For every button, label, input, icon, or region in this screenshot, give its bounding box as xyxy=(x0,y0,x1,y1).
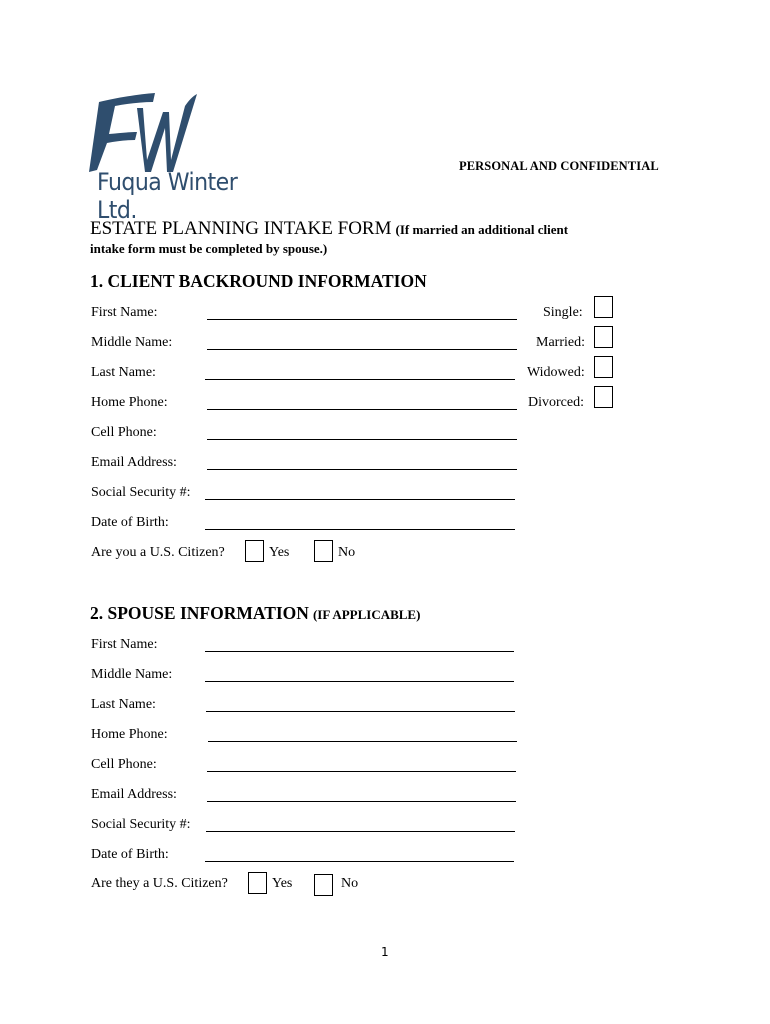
marital-single-label: Single: xyxy=(543,305,583,320)
client-ssn-field[interactable] xyxy=(205,499,515,500)
spouse-last-name-label: Last Name: xyxy=(91,697,156,712)
form-title-row xyxy=(90,218,568,240)
section2-heading-row xyxy=(90,603,420,624)
form-title-note: (If married an additional client xyxy=(395,222,569,237)
spouse-middle-name-label: Middle Name: xyxy=(91,667,173,682)
client-first-name-label: First Name: xyxy=(91,305,158,320)
page-number: 1 xyxy=(381,945,389,959)
spouse-ssn-field[interactable] xyxy=(206,831,515,832)
client-citizen-question: Are you a U.S. Citizen? xyxy=(91,545,225,560)
client-cell-phone-label: Cell Phone: xyxy=(91,425,157,440)
client-first-name-field[interactable] xyxy=(207,319,517,320)
client-dob-field[interactable] xyxy=(205,529,515,530)
spouse-email-label: Email Address: xyxy=(91,787,177,802)
client-cell-phone-field[interactable] xyxy=(207,439,517,440)
spouse-home-phone-label: Home Phone: xyxy=(91,727,168,742)
marital-married-label: Married: xyxy=(536,335,585,350)
spouse-citizen-question: Are they a U.S. Citizen? xyxy=(91,876,228,891)
spouse-middle-name-field[interactable] xyxy=(205,681,514,682)
client-citizen-no-label: No xyxy=(338,545,356,560)
client-home-phone-label: Home Phone: xyxy=(91,395,168,410)
spouse-dob-field[interactable] xyxy=(205,861,514,862)
spouse-cell-phone-field[interactable] xyxy=(207,771,516,772)
client-home-phone-field[interactable] xyxy=(207,409,517,410)
spouse-dob-label: Date of Birth: xyxy=(91,847,169,862)
confidential-label: PERSONAL AND CONFIDENTIAL xyxy=(459,159,659,173)
company-logo xyxy=(85,88,285,224)
marital-widowed-checkbox[interactable] xyxy=(594,356,613,378)
spouse-home-phone-field[interactable] xyxy=(208,741,517,742)
logo-text: Fuqua Winter Ltd. xyxy=(97,168,238,224)
spouse-first-name-field[interactable] xyxy=(205,651,514,652)
section2-heading-note: (IF APPLICABLE) xyxy=(312,607,421,622)
client-email-label: Email Address: xyxy=(91,455,177,470)
spouse-citizen-no-checkbox[interactable] xyxy=(314,874,333,896)
client-last-name-label: Last Name: xyxy=(91,365,156,380)
spouse-citizen-no-label: No xyxy=(341,876,359,891)
marital-divorced-label: Divorced: xyxy=(528,395,584,410)
marital-married-checkbox[interactable] xyxy=(594,326,613,348)
section1-heading: 1. CLIENT BACKROUND INFORMATION xyxy=(90,271,427,291)
client-citizen-no-checkbox[interactable] xyxy=(314,540,333,562)
spouse-citizen-yes-checkbox[interactable] xyxy=(248,872,267,894)
spouse-email-field[interactable] xyxy=(207,801,516,802)
spouse-first-name-label: First Name: xyxy=(91,637,158,652)
client-last-name-field[interactable] xyxy=(205,379,515,380)
client-dob-label: Date of Birth: xyxy=(91,515,169,530)
section2-heading: 2. SPOUSE INFORMATION xyxy=(90,603,309,623)
client-citizen-yes-checkbox[interactable] xyxy=(245,540,264,562)
spouse-ssn-label: Social Security #: xyxy=(91,817,191,832)
spouse-citizen-yes-label: Yes xyxy=(272,876,293,891)
client-email-field[interactable] xyxy=(207,469,517,470)
client-middle-name-field[interactable] xyxy=(207,349,517,350)
client-ssn-label: Social Security #: xyxy=(91,485,191,500)
spouse-cell-phone-label: Cell Phone: xyxy=(91,757,157,772)
client-middle-name-label: Middle Name: xyxy=(91,335,173,350)
marital-single-checkbox[interactable] xyxy=(594,296,613,318)
form-title: ESTATE PLANNING INTAKE FORM xyxy=(90,218,392,239)
client-citizen-yes-label: Yes xyxy=(269,545,290,560)
form-title-note-2: intake form must be completed by spouse.) xyxy=(90,241,328,256)
marital-widowed-label: Widowed: xyxy=(527,365,585,380)
spouse-last-name-field[interactable] xyxy=(206,711,515,712)
marital-divorced-checkbox[interactable] xyxy=(594,386,613,408)
